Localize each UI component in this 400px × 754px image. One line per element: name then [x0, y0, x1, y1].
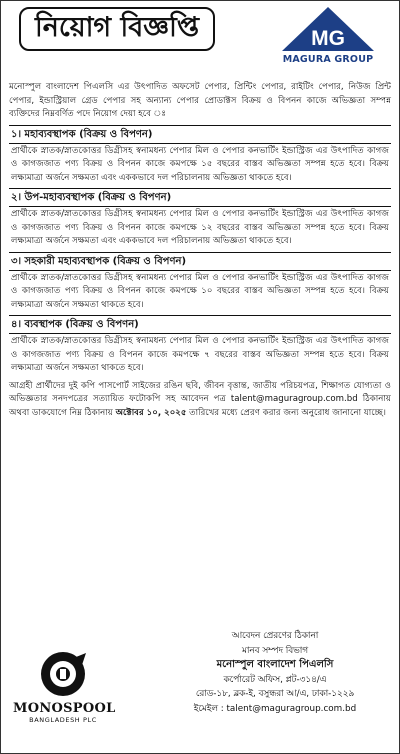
apply-text-after: তারিখের মধ্যে প্রেরণ করার জন্য অনুরোধ জানানো যাচ্ছে। — [186, 407, 386, 418]
application-instructions — [9, 380, 391, 421]
magura-group-logo — [279, 5, 377, 65]
logo-mark: MG — [311, 27, 345, 50]
address-company: মনোস্পুল বাংলাদেশ পিএলসি — [216, 659, 334, 670]
monospool-spool-icon — [38, 649, 88, 699]
address-label: আবেদন প্রেরণের ঠিকানা — [231, 631, 319, 641]
position-2 — [9, 188, 391, 249]
position-heading: ৪। ব্যবস্থাপক (বিক্রয় ও বিপণন) — [9, 315, 391, 334]
position-4 — [9, 315, 391, 376]
position-heading: ১। মহাব্যবস্থাপক (বিক্রয় ও বিপণন) — [9, 125, 391, 144]
position-description: প্রার্থীকে স্নাতক/স্নাতকোত্তর ডিগ্রীসহ স্বনামধন্য পেপার মিল ও পেপার কনভার্টিং ইন্ডাস্ট্রিজ এর উৎপাদিত কাগজ ও কাগজজাত পণ্য বিক্রয় ও বিপনন কাজে কমপক্ষে ১২ বছরের বাস্তব অভিজ্ঞতা সম্পন্ন হতে হবে। বিক্রয় লক্ষ্যমাত্রা অর্জনে সক্ষমতা এবং এককভাবে দল পরিচালনায় অভিজ্ঞতা থাকতে হবে। — [11, 209, 389, 246]
mailing-address — [161, 629, 389, 716]
address-office: কর্পোরেট অফিস, প্লট-৩১৪/এ — [223, 674, 327, 685]
application-deadline: অক্টোবর ১০, ২০২৫ — [115, 407, 187, 418]
address-email-label: ইমেইল : — [193, 703, 224, 714]
monospool-logo — [13, 649, 116, 724]
position-heading: ২। উপ-মহাব্যবস্থাপক (বিক্রয় ও বিপণন) — [9, 188, 391, 207]
contact-section — [1, 629, 399, 753]
address-email-link[interactable]: talent@maguragroup.com.bd — [226, 703, 357, 714]
position-heading: ৩। সহকারী মহাব্যবস্থাপক (বিক্রয় ও বিপণন) — [9, 252, 391, 271]
magura-mountain-icon — [280, 5, 376, 53]
position-3 — [9, 252, 391, 313]
address-department: মানব সম্পদ বিভাগ — [241, 645, 309, 656]
position-description: প্রার্থীকে স্নাতক/স্নাতকোত্তর ডিগ্রীসহ স্বনামধন্য পেপার মিল ও পেপার কনভার্টিং ইন্ডাস্ট্রিজ এর উৎপাদিত কাগজ ও কাগজজাত পণ্য বিক্রয় ও বিপনন কাজে কমপক্ষে ১৫ বছরের বাস্তব অভিজ্ঞতা সম্পন্ন হতে হবে। বিক্রয় লক্ষ্যমাত্রা অর্জনে সক্ষমতা এবং এককভাবে দল পরিচালনায় অভিজ্ঞতা থাকতে হবে। — [11, 145, 389, 183]
position-description: প্রার্থীকে স্নাতক/স্নাতকোত্তর ডিগ্রীসহ স্বনামধন্য পেপার মিল ও পেপার কনভার্টিং ইন্ডাস্ট্রিজ এর উৎপাদিত কাগজ ও কাগজজাত পণ্য বিক্রয় ও বিপনন কাজে কমপক্ষে ১০ বছরের বাস্তব অভিজ্ঞতা সম্পন্ন হতে হবে। বিক্রয় লক্ষ্যমাত্রা অর্জনে সক্ষমতা থাকতে হবে। — [11, 272, 389, 310]
position-description: প্রার্থীকে স্নাতক/স্নাতকোত্তর ডিগ্রীসহ স্বনামধন্য পেপার মিল ও পেপার কনভার্টিং ইন্ডাস্ট্রিজ এর উৎপাদিত কাগজ ও কাগজজাত পণ্য বিক্রয় ও বিপনন কাজে কমপক্ষে ৭ বছরের বাস্তব অভিজ্ঞতা সম্পন্ন হতে হবে। বিক্রয় লক্ষ্যমাত্রা অর্জনে সক্ষমতা থাকতে হবে। — [11, 336, 389, 373]
header — [9, 1, 391, 79]
apply-text-before: আগ্রহী প্রার্থীদের দুই কপি পাসপোর্ট সাইজের রঙিন ছবি, জীবন বৃত্তান্ত, জাতীয় পরিচয়পত্র, শিক্ষাগত যোগ্যতা ও অভিজ্ঞতার সনদপত্রের সত্যায়িত ফটোকপি সহ আবেদন পত্র — [9, 380, 391, 404]
page-title: নিয়োগ বিজ্ঞপ্তি — [19, 7, 215, 51]
apply-email-link[interactable]: talent@maguragroup.com.bd — [230, 394, 358, 404]
logo-brand-name: MAGURA GROUP — [282, 54, 374, 65]
position-1 — [9, 125, 391, 186]
intro-paragraph: মনোস্পুল বাংলাদেশ পিএলসি এর উৎপাদিত অফসেট পেপার, প্রিন্টিং পেপার, রাইটিং পেপার, নিউজ প্রিন্ট পেপার, ইন্ডাস্ট্রিয়াল গ্রেড পেপার সহ অন্যান্য পেপার প্রোডাক্টস বিক্রয় ও বিপনন কাজে অভিজ্ঞতা সম্পন্ন ব্যক্তিদের নিম্নবর্ণিত পদে নিয়োগ দেয়া হবে ঃ — [9, 82, 391, 119]
apply-text-middle: ঠিকানায় অথবা ডাকযোগে নিম্ন ঠিকানায় — [9, 394, 391, 418]
monospool-subtitle: BANGLADESH PLC — [29, 716, 97, 724]
monospool-name: MONOSPOOL — [13, 701, 116, 716]
address-email-line — [161, 702, 389, 717]
address-street: রোড-১৮, ব্লক-ই, বসুন্ধরা আ/এ, ঢাকা-১২২৯ — [195, 689, 355, 699]
